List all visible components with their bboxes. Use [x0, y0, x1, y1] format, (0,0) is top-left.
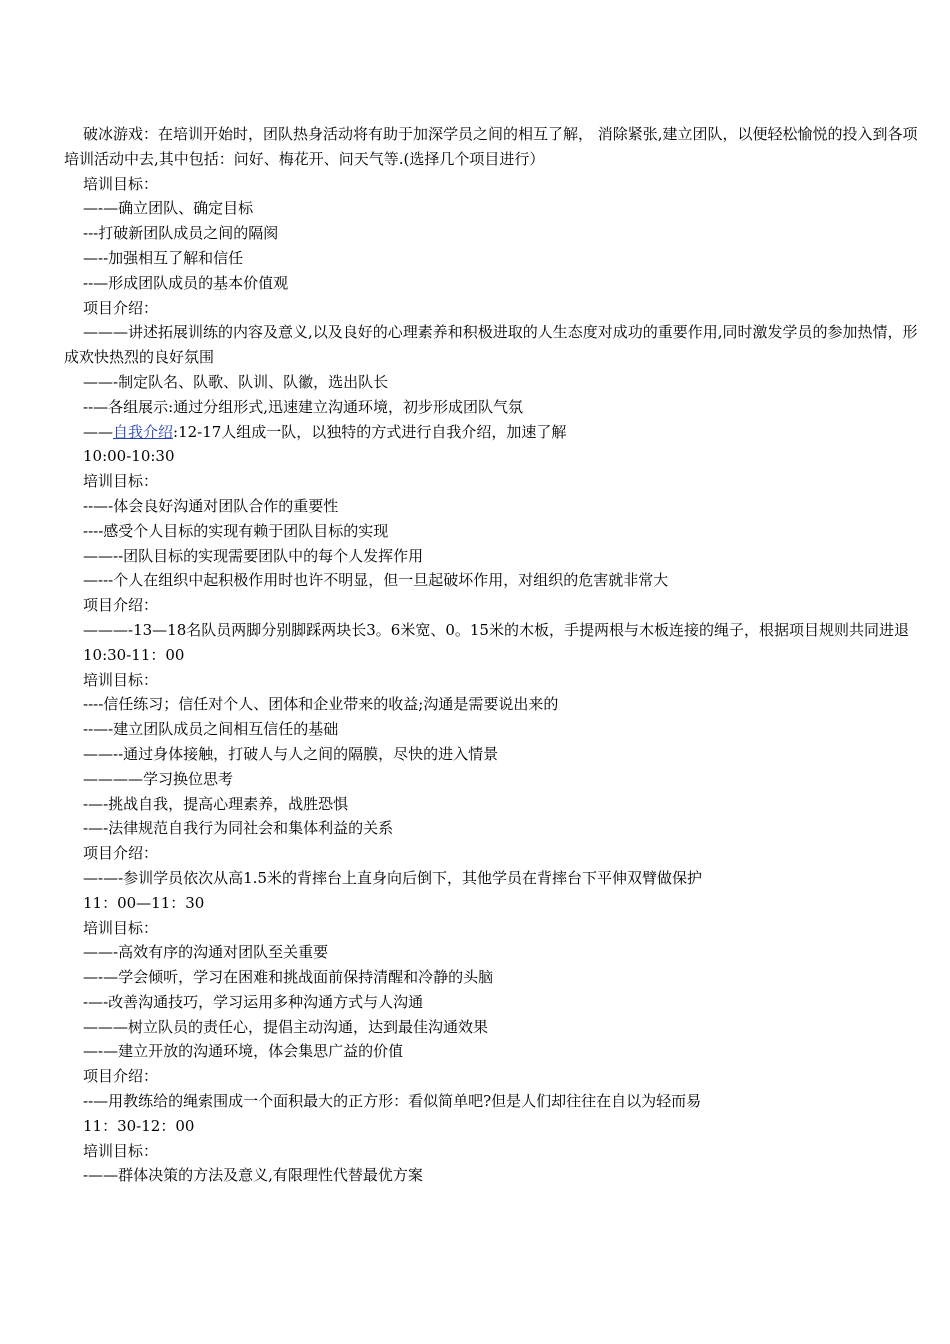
goal-item: —-—学会倾听，学习在困难和挑战面前保持清醒和冷静的头脑: [83, 968, 494, 987]
project-item: —-—-参训学员依次从高1.5米的背摔台上直身向后倒下，其他学员在背摔台下平伸双臂做保护: [83, 868, 702, 887]
section-heading-training-goals: 培训目标：: [83, 1141, 159, 1160]
goal-item: --—-建立团队成员之间相互信任的基础: [83, 720, 339, 739]
section-heading-project-intro: 项目介绍：: [83, 844, 159, 863]
goal-item: --—形成团队成员的基本价值观: [83, 273, 289, 292]
project-item-with-link: [64, 420, 922, 445]
goal-item: —--加强相互了解和信任: [83, 248, 244, 267]
goal-item: ——-高效有序的沟通对团队至关重要: [83, 943, 329, 962]
goal-item: ————学习换位思考: [83, 769, 234, 788]
goal-item: -—-挑战自我，提高心理素养，战胜恐惧: [83, 794, 349, 813]
goal-item: ----感受个人目标的实现有赖于团队目标的实现: [83, 521, 389, 540]
section-heading-project-intro: 项目介绍：: [83, 298, 159, 317]
project-item: ———-13—18名队员两脚分别脚踩两块长3。6米宽、0。15米的木板，手提两根与木板连接的绳子，根据项目规则共同进退: [83, 620, 909, 639]
project-item: --—用教练给的绳索围成一个面积最大的正方形：看似简单吧?但是人们却往往在自以为轻而易: [83, 1092, 702, 1111]
goal-item: ---打破新团队成员之间的隔阂: [83, 224, 279, 243]
goal-item: -—-法律规范自我行为同社会和集体利益的关系: [83, 819, 394, 838]
time-slot: 10:00-10:30: [83, 447, 175, 466]
time-slot: 11：30-12：00: [83, 1116, 195, 1135]
section-heading-project-intro: 项目介绍：: [83, 596, 159, 615]
goal-item: --—-体会良好沟通对团队合作的重要性: [83, 496, 339, 515]
goal-item: ----信任练习；信任对个人、团体和企业带来的收益;沟通是需要说出来的: [83, 695, 559, 714]
section-heading-training-goals: 培训目标：: [83, 174, 159, 193]
time-slot: 11：00—11：30: [83, 893, 205, 912]
goal-item: —-—确立团队、确定目标: [83, 199, 254, 218]
section-heading-project-intro: 项目介绍：: [83, 1067, 159, 1086]
project-item: --—各组展示:通过分组形式,迅速建立沟通环境，初步形成团队气氛: [83, 397, 523, 416]
intro-paragraph: 破冰游戏：在培训开始时，团队热身活动将有助于加深学员之间的相互了解， 消除紧张,建立团队，以便轻松愉悦的投入到各项培训活动中去,其中包括：问好、梅花开、问天气等.(选择几个项目进行）: [64, 125, 918, 168]
goal-item: —-—建立开放的沟通环境，体会集思广益的价值: [83, 1042, 404, 1061]
section-heading-training-goals: 培训目标：: [83, 670, 159, 689]
goal-item: -——群体决策的方法及意义,有限理性代替最优方案: [83, 1166, 423, 1185]
time-slot: 10:30-11：00: [83, 645, 185, 664]
link-prefix: ——: [83, 422, 113, 441]
goal-item: ——--团队目标的实现需要团队中的每个人发挥作用: [83, 546, 424, 565]
link-suffix: :12-17人组成一队，以独特的方式进行自我介绍，加速了解: [173, 422, 567, 441]
goal-item: —---个人在组织中起积极作用时也许不明显，但一旦起破坏作用，对组织的危害就非常大: [83, 571, 669, 590]
section-heading-training-goals: 培训目标：: [83, 472, 159, 491]
goal-item: ———树立队员的责任心，提倡主动沟通，达到最佳沟通效果: [83, 1017, 489, 1036]
section-heading-training-goals: 培训目标：: [83, 918, 159, 937]
goal-item: -—-改善沟通技巧，学习运用多种沟通方式与人沟通: [83, 992, 424, 1011]
goal-item: ——--通过身体接触，打破人与人之间的隔膜，尽快的进入情景: [83, 744, 499, 763]
project-item: ———讲述拓展训练的内容及意义,以及良好的心理素养和积极进取的人生态度对成功的重要作用,同时激发学员的参加热情，形成欢快热烈的良好氛围: [64, 323, 918, 367]
self-introduction-link[interactable]: 自我介绍: [113, 422, 174, 441]
document-body: [64, 122, 922, 1188]
project-item: ——-制定队名、队歌、队训、队徽，选出队长: [83, 372, 389, 391]
